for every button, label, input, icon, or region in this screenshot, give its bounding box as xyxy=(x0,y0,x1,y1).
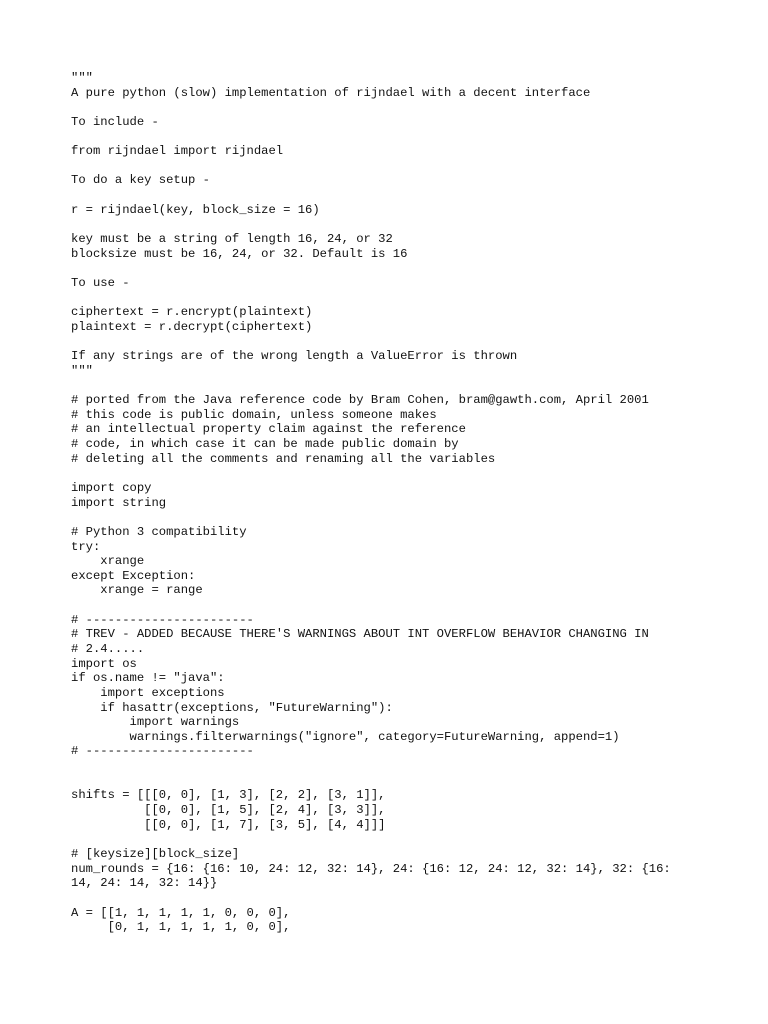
code-line xyxy=(71,130,711,145)
code-line: # deleting all the comments and renaming all the variables xyxy=(71,451,496,466)
code-line xyxy=(71,774,711,789)
code-line: try: xyxy=(71,539,101,554)
code-line: xrange xyxy=(71,554,145,569)
code-line: # 2.4..... xyxy=(71,641,145,656)
code-line: import os xyxy=(71,656,137,671)
code-line: shifts = [[[0, 0], [1, 3], [2, 2], [3, 1]], xyxy=(71,788,386,803)
code-line: # an intellectual property claim against the reference xyxy=(71,422,466,437)
code-line: import warnings xyxy=(71,715,240,730)
code-line: A pure python (slow) implementation of rijndael with a decent interface xyxy=(71,85,591,100)
code-line: warnings.filterwarnings("ignore", category=FutureWarning, append=1) xyxy=(71,729,620,744)
code-line: if hasattr(exceptions, "FutureWarning"): xyxy=(71,700,393,715)
code-line xyxy=(71,100,711,115)
code-line: ciphertext = r.encrypt(plaintext) xyxy=(71,305,313,320)
code-line: from rijndael import rijndael xyxy=(71,144,284,159)
code-line xyxy=(71,188,711,203)
code-line: # ----------------------- xyxy=(71,744,254,759)
code-line: except Exception: xyxy=(71,568,196,583)
code-line xyxy=(71,261,711,276)
code-line xyxy=(71,378,711,393)
code-line: 14, 24: 14, 32: 14}} xyxy=(71,876,218,891)
code-line: key must be a string of length 16, 24, or 32 xyxy=(71,232,393,247)
code-line: plaintext = r.decrypt(ciphertext) xyxy=(71,319,313,334)
code-line: [0, 1, 1, 1, 1, 1, 0, 0], xyxy=(71,920,291,935)
code-line: import string xyxy=(71,495,167,510)
code-line: A = [[1, 1, 1, 1, 1, 0, 0, 0], xyxy=(71,905,291,920)
code-line: if os.name != "java": xyxy=(71,671,225,686)
code-line xyxy=(71,510,711,525)
code-line: To include - xyxy=(71,114,159,129)
code-line: blocksize must be 16, 24, or 32. Default is 16 xyxy=(71,246,408,261)
code-line: # this code is public domain, unless someone makes xyxy=(71,407,437,422)
code-line xyxy=(71,335,711,350)
code-line: [[0, 0], [1, 5], [2, 4], [3, 3]], xyxy=(71,803,386,818)
code-line: """ xyxy=(71,363,93,378)
code-line xyxy=(71,466,711,481)
code-line: """ xyxy=(71,71,93,85)
code-line: To use - xyxy=(71,275,130,290)
code-line: xrange = range xyxy=(71,583,203,598)
code-line: # ported from the Java reference code by Bram Cohen, bram@gawth.com, April 2001 xyxy=(71,393,649,408)
code-line: # Python 3 compatibility xyxy=(71,524,247,539)
code-line xyxy=(71,832,711,847)
code-line: # ----------------------- xyxy=(71,612,254,627)
code-line: import exceptions xyxy=(71,685,225,700)
code-line: # TREV - ADDED BECAUSE THERE'S WARNINGS ABOUT INT OVERFLOW BEHAVIOR CHANGING IN xyxy=(71,627,649,642)
code-line: # [keysize][block_size] xyxy=(71,846,240,861)
code-line: r = rijndael(key, block_size = 16) xyxy=(71,202,320,217)
code-line: If any strings are of the wrong length a ValueError is thrown xyxy=(71,349,518,364)
code-line: import copy xyxy=(71,480,152,495)
code-line: num_rounds = {16: {16: 10, 24: 12, 32: 14}, 24: {16: 12, 24: 12, 32: 14}, 32: {16: xyxy=(71,861,671,876)
code-line xyxy=(71,891,711,906)
document-page xyxy=(71,71,711,935)
code-line xyxy=(71,291,711,306)
code-line: # code, in which case it can be made public domain by xyxy=(71,437,459,452)
code-line xyxy=(71,598,711,613)
code-line xyxy=(71,217,711,232)
code-line: To do a key setup - xyxy=(71,173,210,188)
code-line: [[0, 0], [1, 7], [3, 5], [4, 4]]] xyxy=(71,817,386,832)
code-line xyxy=(71,159,711,174)
code-line xyxy=(71,759,711,774)
